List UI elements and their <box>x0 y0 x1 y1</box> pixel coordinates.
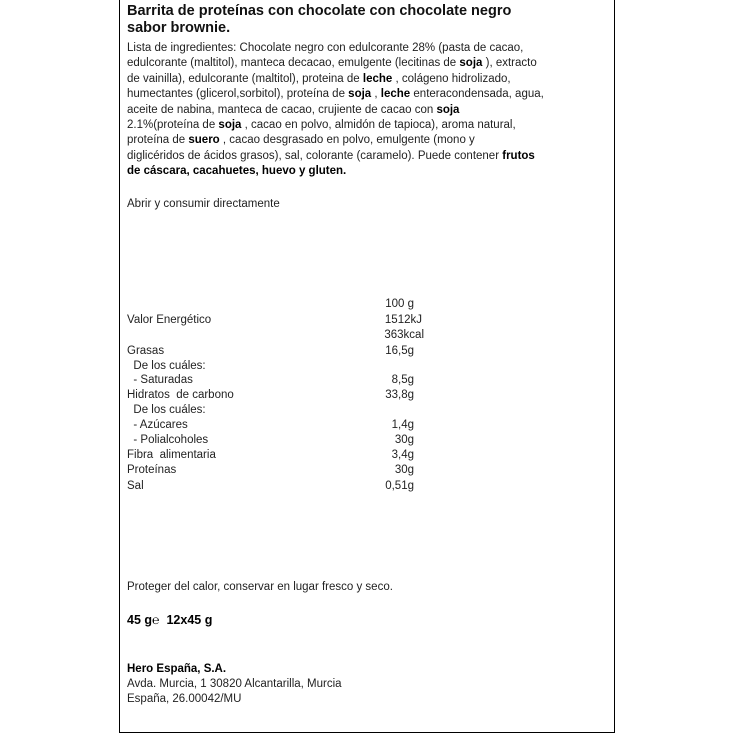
net-weight: 45 g <box>127 613 153 627</box>
nutrient-label: De los cuáles: <box>127 404 206 416</box>
ingredient-text: ), extracto <box>482 57 537 70</box>
nutrition-header <box>127 298 414 313</box>
nutrient-label: De los cuáles: <box>127 360 206 372</box>
energy-row <box>127 314 422 329</box>
nutrition-row <box>127 360 414 375</box>
company-address: Avda. Murcia, 1 30820 Alcantarilla, Murcia <box>127 678 342 690</box>
ingredient-text: 2.1%(proteína de <box>127 119 219 132</box>
ingredient-text: aceite de nabina, manteca de cacao, crujiente de cacao con <box>127 103 437 116</box>
nutrient-value: 8,5g <box>391 374 414 386</box>
nutrition-row <box>127 449 414 464</box>
ingredient-text: enteracondensada, agua, <box>410 88 544 101</box>
nutrient-value: 30g <box>394 464 414 476</box>
energy-kcal: 363kcal <box>384 329 424 341</box>
energy-kcal-row <box>127 329 424 344</box>
usage-instructions: Abrir y consumir directamente <box>127 198 280 210</box>
nutrient-value: 16,5g <box>385 345 414 357</box>
per-100g-header: 100 g <box>385 298 414 310</box>
nutrition-row <box>127 374 414 389</box>
allergen-text: soja <box>459 57 483 70</box>
nutrient-label: Hidratos de carbono <box>127 389 234 401</box>
nutrition-row <box>127 345 414 360</box>
ingredient-text: Lista de ingredientes: Chocolate negro con edulcorante 28% (pasta de cacao, <box>127 42 524 54</box>
nutrition-row <box>127 389 414 404</box>
company-block <box>127 663 342 705</box>
storage-instructions: Proteger del calor, conservar en lugar fresco y seco. <box>127 581 393 593</box>
ingredients-line <box>127 149 544 164</box>
nutrition-row <box>127 434 414 449</box>
ingredients-line <box>127 72 544 87</box>
ingredients-line <box>127 118 544 133</box>
ingredient-text: , cacao en polvo, almidón de tapioca), aroma natural, <box>241 119 516 132</box>
net-quantity <box>127 613 212 627</box>
allergen-text: soja <box>348 88 372 101</box>
ingredient-text: , colágeno hidrolizado, <box>392 72 511 85</box>
allergen-text: soja <box>218 119 242 132</box>
registry-number: España, 26.00042/MU <box>127 693 242 705</box>
energy-kj: 1512kJ <box>384 314 422 326</box>
ingredients-line <box>127 41 544 56</box>
nutrition-row <box>127 480 414 495</box>
ingredients-line <box>127 103 544 118</box>
ingredient-text: edulcorante (maltitol), manteca decacao, emulgente (lecitinas de <box>127 57 460 70</box>
estimated-sign-icon: ℮ <box>152 613 160 627</box>
title-line: Barrita de proteínas con chocolate con chocolate negro <box>127 3 512 19</box>
nutrient-label: - Saturadas <box>127 374 193 386</box>
nutrition-row <box>127 464 414 479</box>
title-line: sabor brownie. <box>127 20 231 36</box>
energy-label: Valor Energético <box>127 314 212 326</box>
nutrient-label: - Azúcares <box>127 419 188 431</box>
allergen-text: leche <box>380 88 411 101</box>
company-name: Hero España, S.A. <box>127 663 227 675</box>
ingredient-text: de vainilla), edulcorante (maltitol), proteina de <box>127 72 363 85</box>
nutrient-value: 1,4g <box>391 419 414 431</box>
nutrition-row <box>127 419 414 434</box>
ingredients-line <box>127 164 544 179</box>
ingredients-line <box>127 87 544 102</box>
nutrient-label: Sal <box>127 480 144 492</box>
nutrient-label: Grasas <box>127 345 165 357</box>
allergen-text: de cáscara, cacahuetes, huevo y gluten. <box>127 165 347 178</box>
ingredients-line <box>127 133 544 148</box>
nutrient-value: 30g <box>394 434 414 446</box>
ingredient-text: proteína de <box>127 134 189 147</box>
nutrient-label: - Polialcoholes <box>127 434 209 446</box>
ingredient-text: , cacao desgrasado en polvo, emulgente (mono y <box>219 134 475 147</box>
nutrient-value: 3,4g <box>391 449 414 461</box>
ingredient-text: diglicéridos de ácidos grasos), sal, colorante (caramelo). Puede contener <box>127 149 503 162</box>
ingredients-line <box>127 56 544 71</box>
product-title <box>127 3 511 37</box>
ingredient-text: , <box>371 88 381 101</box>
allergen-text: frutos <box>502 149 535 162</box>
nutrition-row <box>127 404 414 419</box>
ingredients-list <box>127 41 544 180</box>
nutrient-label: Proteínas <box>127 464 177 476</box>
ingredient-text: humectantes (glicerol,sorbitol), proteína de <box>127 88 349 101</box>
nutrient-value: 33,8g <box>385 389 414 401</box>
allergen-text: leche <box>362 72 393 85</box>
nutrient-label: Fibra alimentaria <box>127 449 216 461</box>
allergen-text: soja <box>436 103 460 116</box>
pack-size: 12x45 g <box>166 613 213 627</box>
allergen-text: suero <box>188 134 220 147</box>
nutrient-value: 0,51g <box>385 480 414 492</box>
